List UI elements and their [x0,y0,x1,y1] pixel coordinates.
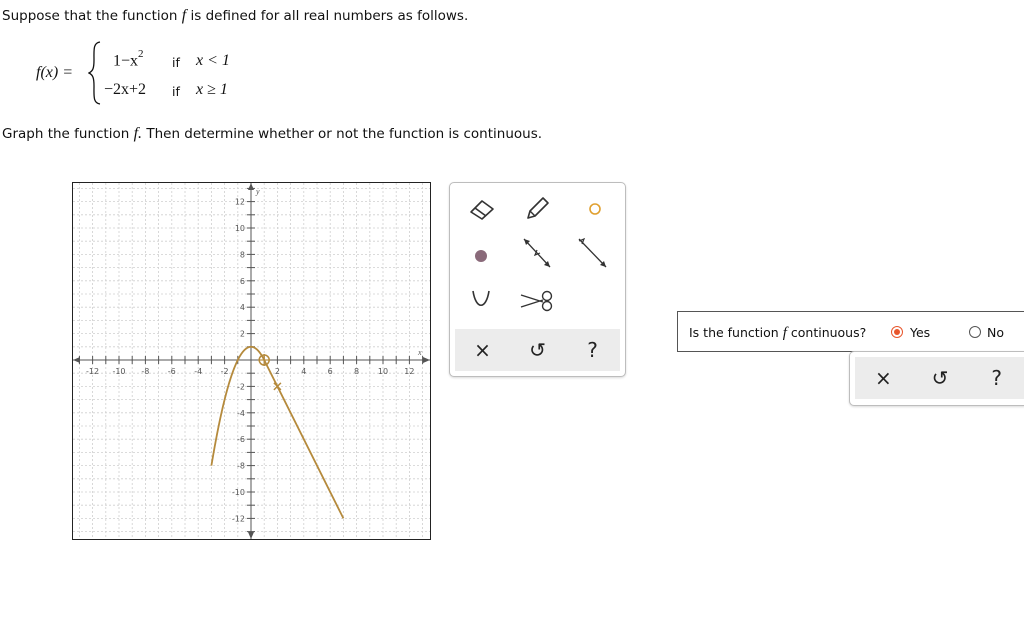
toolbox-action-bar [455,329,620,371]
no-label[interactable]: No [987,325,1004,340]
clear-graph-button[interactable]: × [474,338,491,362]
y-tick-label: -2 [237,382,245,392]
piece1-exponent: 2 [138,48,144,60]
eraser-icon [467,197,497,221]
piece2-condition: x ≥ 1 [196,81,228,98]
piece1 [113,50,144,70]
y-tick-label: -12 [231,514,245,524]
parabola-tool[interactable] [461,283,501,319]
help-graph-button[interactable]: ? [587,338,598,362]
help-answer-button[interactable]: ? [991,366,1002,390]
axes [73,183,430,539]
question-fn: f [782,325,787,341]
graph-toolbox [449,182,626,377]
y-tick-label: 8 [239,250,245,260]
answer-action-bar [855,357,1024,399]
clear-answer-button[interactable]: × [874,366,892,390]
problem-intro [2,7,468,25]
x-tick-label: -10 [112,367,126,376]
x-tick-label: 6 [327,367,333,376]
open-point-tool[interactable] [575,191,615,227]
x-tick-label: -6 [167,367,176,376]
x-tick-label: 2 [274,367,280,376]
intro-suffix: is defined for all real numbers as follows. [190,8,469,24]
closed-point-icon [474,249,488,263]
yes-radio[interactable] [891,326,903,338]
x-tick-label: 8 [354,367,360,376]
y-axis-arrow-up-icon [248,183,254,190]
y-tick-label: 6 [239,276,245,286]
piece2-expr: −2x+2 [104,81,147,98]
x-axis-label: x [418,348,422,357]
function-lhs: f(x) = [36,64,73,81]
option-yes[interactable] [890,325,950,341]
question-suffix: continuous? [790,325,867,340]
undo-answer-button[interactable]: ↺ [931,366,949,390]
y-tick-label: 12 [234,197,245,207]
segment-tool[interactable] [517,235,557,271]
ray-icon [576,236,610,270]
ray-tool[interactable] [573,235,613,271]
piece2 [104,81,146,99]
instruction [2,125,542,143]
option-no[interactable] [968,325,1018,341]
y-tick-label: -10 [231,488,245,497]
left-brace [88,40,102,106]
intro-prefix: Suppose that the function [2,8,178,24]
segment-icon [520,236,554,270]
open-point-icon [588,202,602,216]
question-prefix: Is the function [689,325,779,340]
closed-point-tool[interactable] [461,238,501,274]
x-tick-label: 4 [301,367,307,376]
y-tick-label: -4 [237,408,245,418]
y-tick-label: 10 [234,224,245,233]
yes-label[interactable]: Yes [910,325,931,340]
x-tick-label: 12 [404,367,415,376]
graph-svg[interactable] [73,183,430,539]
y-tick-label: 2 [239,329,245,339]
piece2-if: if [172,84,180,99]
graph-canvas[interactable] [72,182,431,540]
instruction-fn: f. [133,125,143,142]
y-tick-label: -6 [237,435,245,445]
pencil-icon [522,194,552,224]
y-axis-label: y [256,187,260,196]
instruction-suffix: Then determine whether or not the function is continuous. [146,126,543,142]
undo-graph-button[interactable]: ↺ [529,338,546,362]
piece1-condition: x < 1 [196,52,230,69]
eraser-tool[interactable] [462,191,502,227]
answer-action-panel [849,351,1024,406]
instruction-prefix: Graph the function [2,126,130,142]
x-tick-label: -4 [194,367,203,376]
parabola-icon [468,288,494,314]
x-axis-arrow-right-icon [423,357,430,363]
x-tick-label: 10 [377,367,389,376]
y-tick-label: -8 [237,461,245,471]
piece1-expr: 1−x [113,52,139,70]
x-tick-label: -12 [86,367,100,376]
scissors-icon [519,289,555,313]
continuity-question [677,311,1024,352]
question-text [689,325,866,342]
x-tick-label: -8 [141,367,150,376]
y-axis-arrow-down-icon [248,532,254,539]
no-radio[interactable] [969,326,981,338]
scissors-tool[interactable] [517,283,557,319]
x-tick-label: -2 [220,367,229,376]
pencil-tool[interactable] [517,191,557,227]
intro-fn-name: f [181,7,187,24]
piece1-if: if [172,55,180,70]
y-tick-label: 4 [239,303,245,313]
